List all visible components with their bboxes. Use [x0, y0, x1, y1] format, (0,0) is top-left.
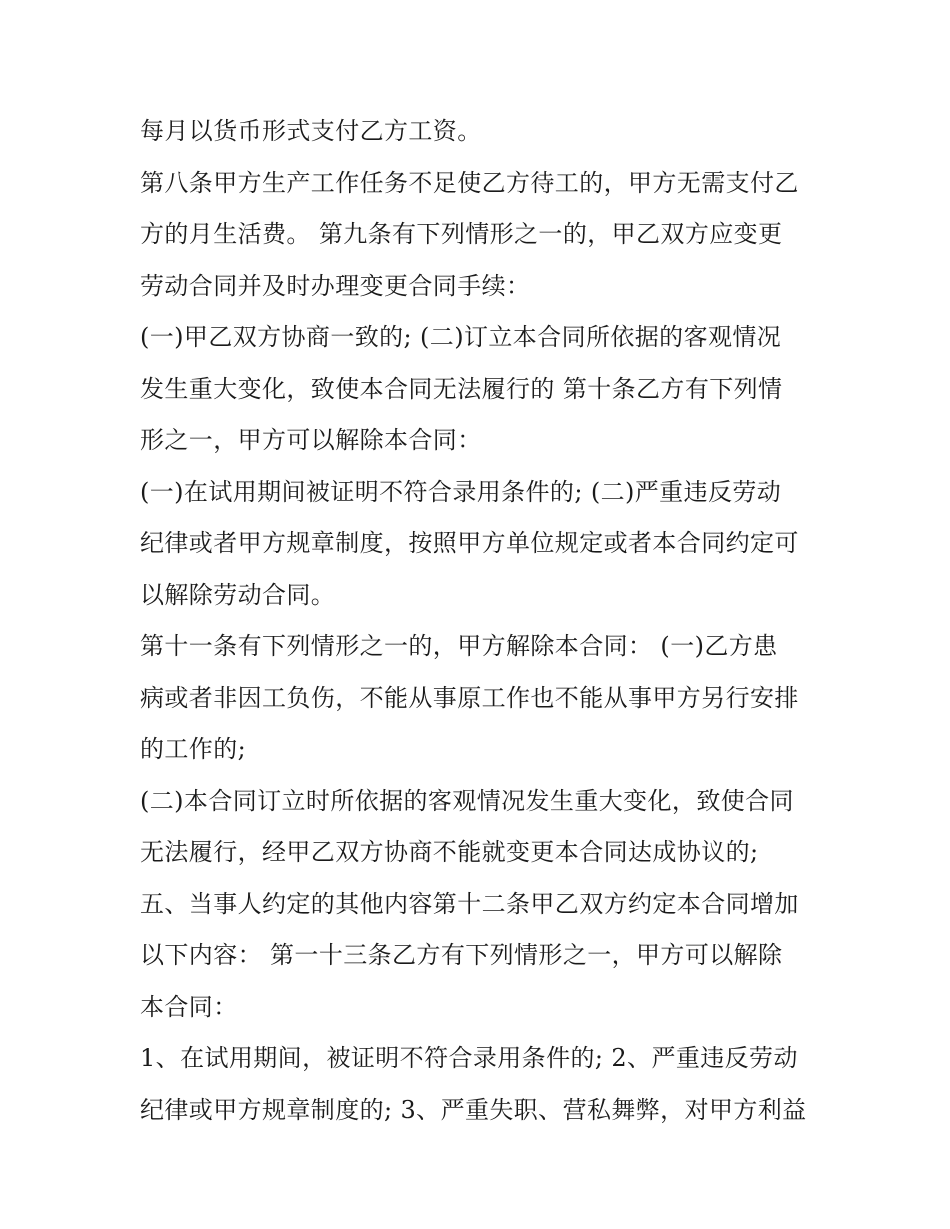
text-line: (二)本合同订立时所依据的客观情况发生重大变化，致使合同 — [140, 786, 794, 815]
text-line: 病或者非因工负伤，不能从事原工作也不能从事甲方另行安排 — [140, 683, 799, 712]
text-line: 发生重大变化，致使本合同无法履行的 第十条乙方有下列情 — [140, 374, 783, 403]
text-line: 以解除劳动合同。 — [140, 580, 336, 609]
text-line: 每月以货币形式支付乙方工资。 — [140, 117, 482, 145]
text-line: 纪律或甲方规章制度的; 3、严重失职、营私舞弊，对甲方利益 — [140, 1095, 807, 1124]
text-line: 第八条甲方生产工作任务不足使乙方待工的，甲方无需支付乙 — [140, 168, 799, 197]
text-line: 第十一条有下列情形之一的，甲方解除本合同： (一)乙方患 — [140, 632, 778, 660]
text-line: 形之一，甲方可以解除本合同： — [140, 426, 482, 454]
text-line: 的工作的; — [140, 735, 247, 763]
contract-body-text — [140, 106, 830, 1136]
text-line: 无法履行，经甲乙双方协商不能就变更本合同达成协议的; — [140, 838, 759, 866]
text-line: 五、当事人约定的其他内容第十二条甲乙双方约定本合同增加 — [140, 889, 799, 918]
text-line: 以下内容： 第一十三条乙方有下列情形之一，甲方可以解除 — [140, 941, 783, 969]
text-line: 本合同： — [140, 992, 238, 1021]
text-line: 1、在试用期间，被证明不符合录用条件的; 2、严重违反劳动 — [140, 1044, 798, 1072]
text-line: 方的月生活费。 第九条有下列情形之一的，甲乙双方应变更 — [140, 220, 783, 248]
text-line: 纪律或者甲方规章制度，按照甲方单位规定或者本合同约定可 — [140, 529, 799, 557]
text-line: (一)甲乙双方协商一致的; (二)订立本合同所依据的客观情况 — [140, 323, 782, 351]
text-line: (一)在试用期间被证明不符合录用条件的; (二)严重违反劳动 — [140, 477, 782, 506]
text-line: 劳动合同并及时办理变更合同手续： — [140, 271, 531, 300]
